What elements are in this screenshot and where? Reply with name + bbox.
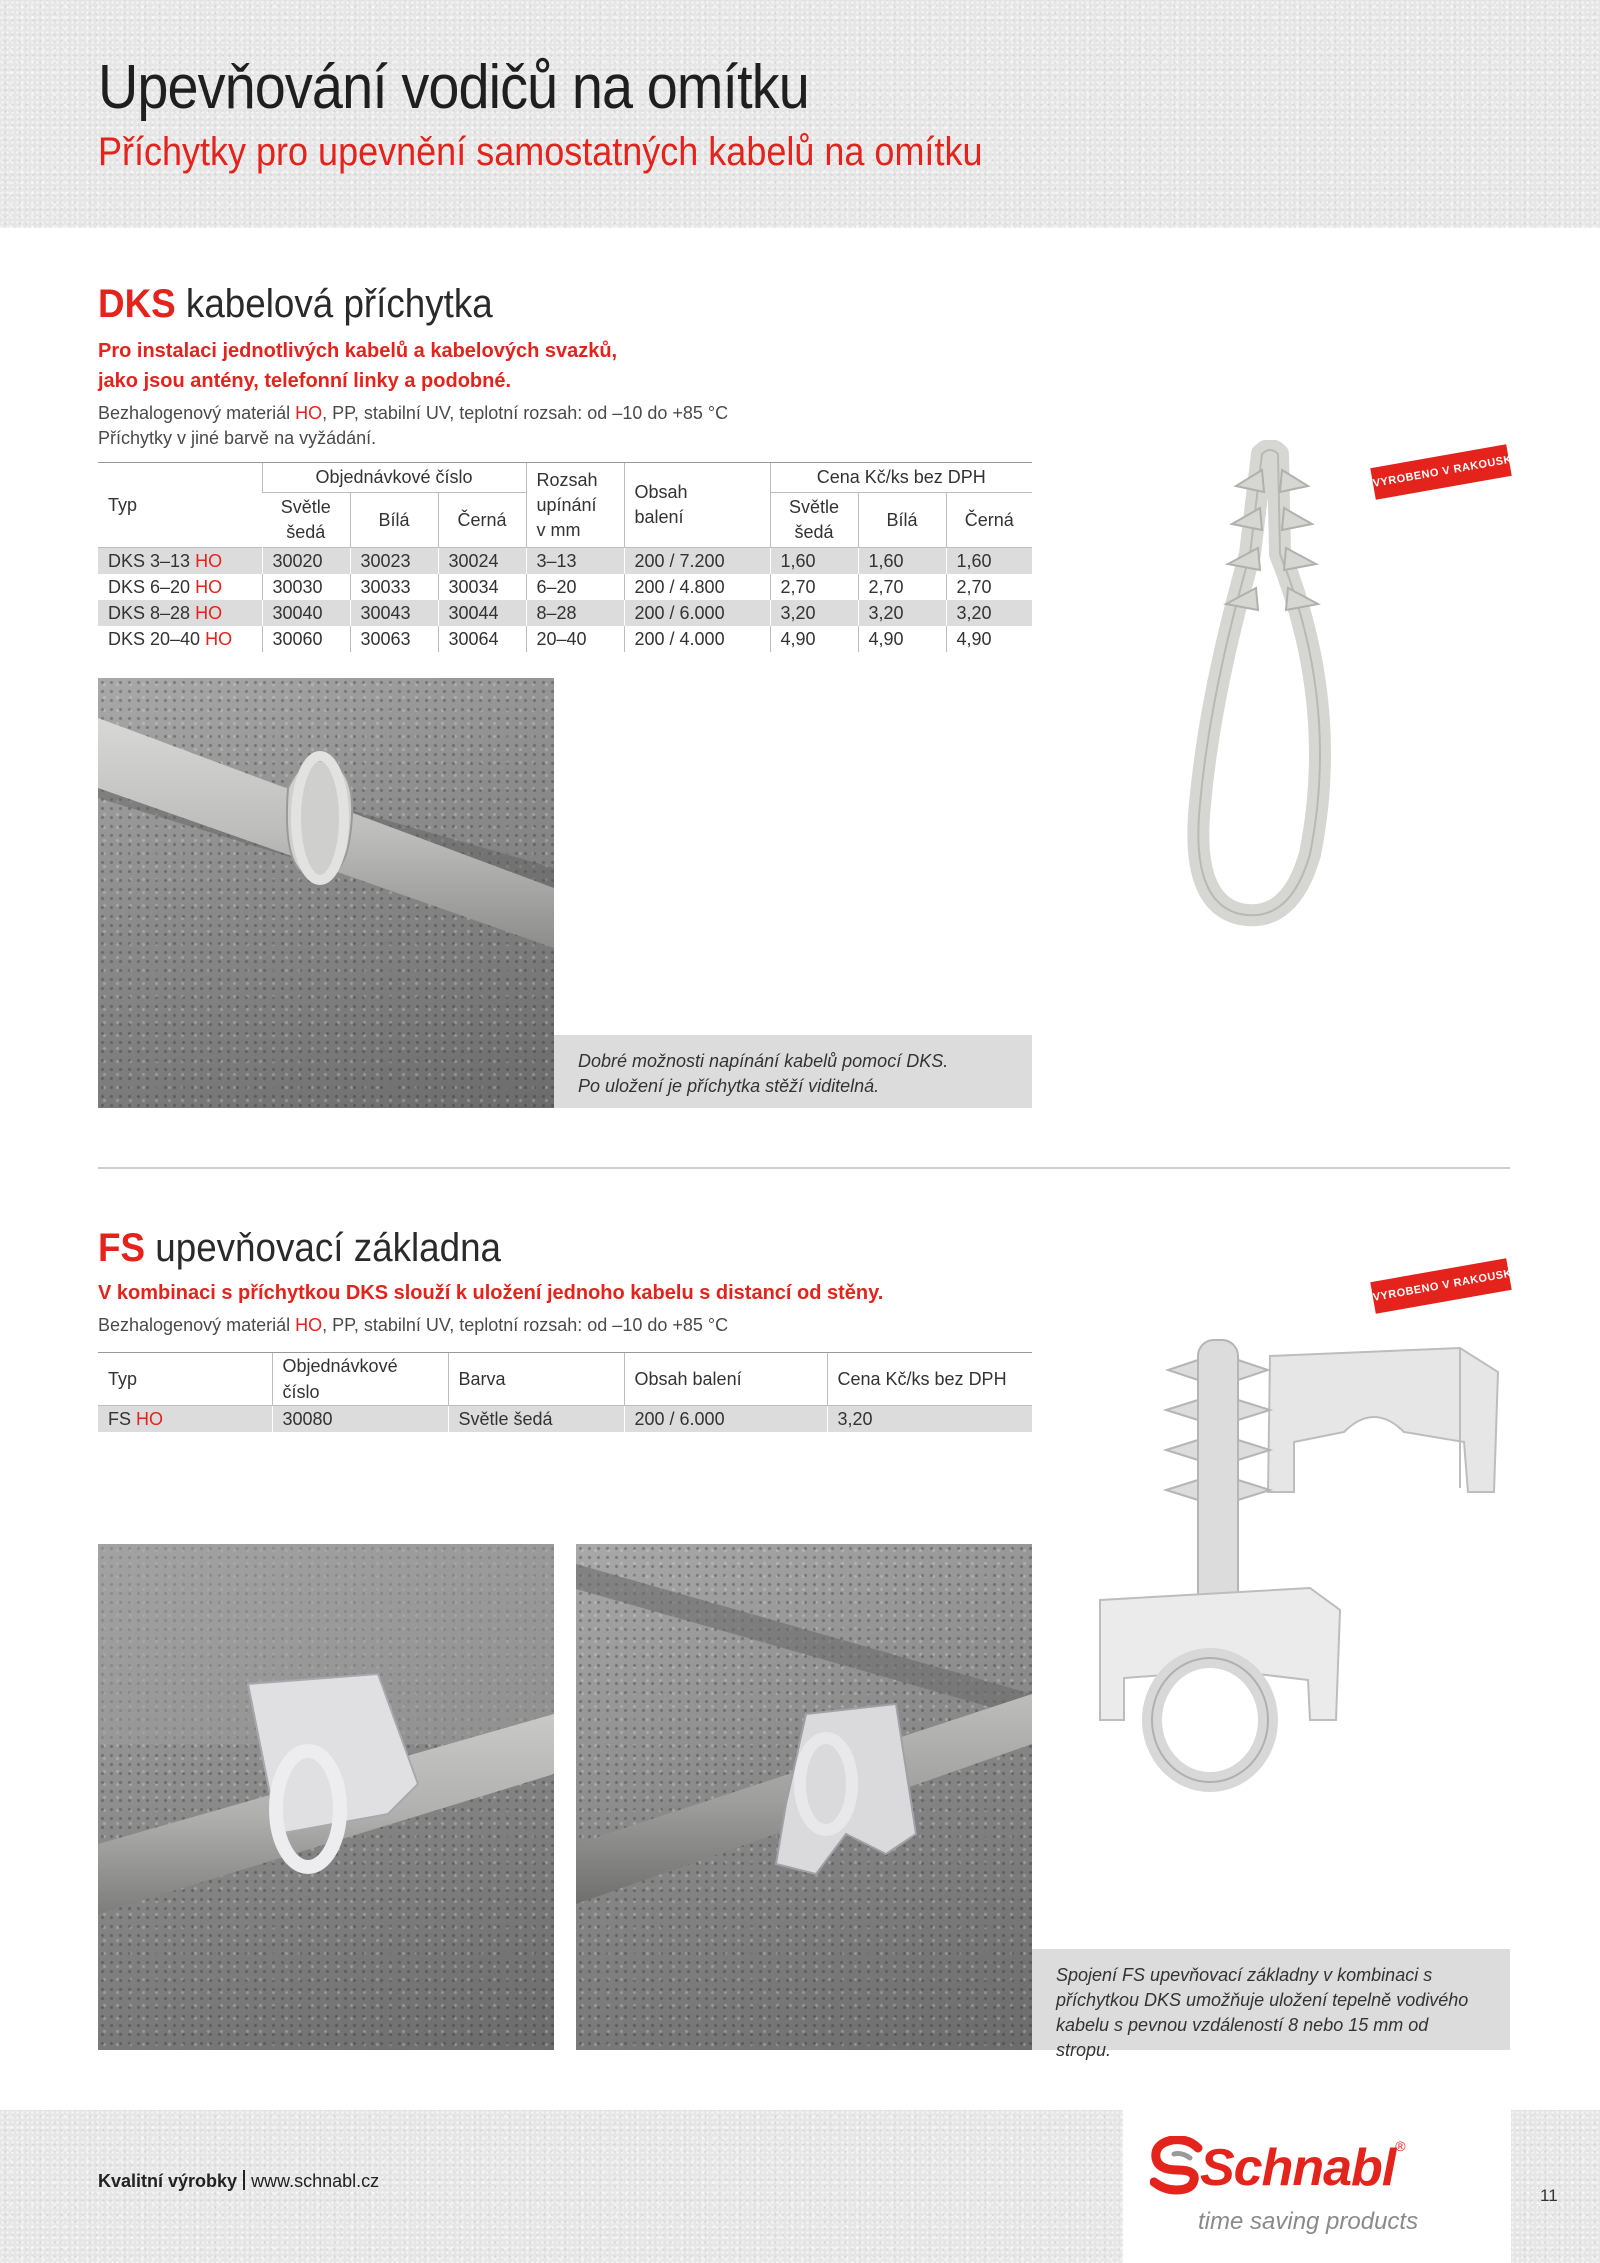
table-row: FS HO 30080 Světle šedá 200 / 6.000 3,20 — [98, 1406, 1032, 1433]
header-black: Černá — [438, 493, 526, 548]
dks-table — [98, 462, 1032, 652]
dks-code: DKS — [98, 282, 176, 326]
fs-code: FS — [98, 1226, 146, 1270]
fs-base-product-image — [1080, 1320, 1520, 1840]
caption-line: Spojení FS upevňovací základny v kombinaci s — [1056, 1965, 1433, 1985]
fs-header-order: Objednávkové číslo — [272, 1353, 448, 1406]
header-pack: Obsah balení — [624, 463, 770, 548]
page-title: Upevňování vodičů na omítku — [98, 53, 809, 122]
table-row: DKS 3–13 HO 30020 30023 30024 3–13 200 / 7.200 1,60 1,60 1,60 — [98, 548, 1032, 575]
header-price-black: Černá — [946, 493, 1032, 548]
header-price: Cena Kč/ks bez DPH — [770, 463, 1032, 493]
fs-section-title — [98, 1226, 501, 1271]
caption-line: kabelu s pevnou vzdáleností 8 nebo 15 mm od stropu. — [1056, 2015, 1429, 2060]
fs-table — [98, 1352, 1032, 1432]
fs-installed-photo-2 — [576, 1544, 1032, 2050]
made-in-austria-badge: VYROBENO V RAKOUSKU — [1370, 1258, 1511, 1313]
dks-installed-photo — [98, 678, 554, 1108]
fs-title-text: upevňovací základna — [145, 1226, 502, 1270]
table-row: DKS 8–28 HO 30040 30043 30044 8–28 200 / 6.000 3,20 3,20 3,20 — [98, 600, 1032, 626]
fs-header-price: Cena Kč/ks bez DPH — [827, 1353, 1032, 1406]
footer-quality: Kvalitní výrobky — [98, 2171, 238, 2191]
fs-header-pack: Obsah balení — [624, 1353, 827, 1406]
caption-line: příchytkou DKS umožňuje uložení tepelně vodivého — [1056, 1990, 1469, 2010]
dks-description — [98, 401, 728, 451]
header-order: Objednávkové číslo — [262, 463, 526, 493]
caption-line: Dobré možnosti napínání kabelů pomocí DKS. — [578, 1051, 949, 1071]
fs-lead: V kombinaci s příchytkou DKS slouží k uložení jednoho kabelu s distancí od stěny. — [98, 1282, 884, 1304]
table-row: DKS 6–20 HO 30030 30033 30034 6–20 200 / 4.800 2,70 2,70 2,70 — [98, 574, 1032, 600]
fs-installed-photo-1 — [98, 1544, 554, 2050]
fs-description: Bezhalogenový materiál HO, PP, stabilní UV, teplotní rozsah: od –10 do +85 °C — [98, 1315, 729, 1335]
fs-header-color: Barva — [448, 1353, 624, 1406]
header-range: Rozsah upínání v mm — [526, 463, 624, 548]
logo-tagline: time saving products — [1198, 2208, 1419, 2235]
dks-lead-line: Pro instalaci jednotlivých kabelů a kabelových svazků, — [98, 340, 618, 362]
dks-desc-line2: Příchytky v jiné barvě na vyžádání. — [98, 428, 377, 448]
header-price-light-grey: Světle šedá — [770, 493, 858, 548]
footer-url[interactable]: www.schnabl.cz — [251, 2171, 380, 2191]
page-subtitle: Příchytky pro upevnění samostatných kabelů na omítku — [98, 130, 983, 174]
fs-caption — [1032, 1949, 1510, 2060]
schnabl-logo: Schnabl® — [1200, 2138, 1405, 2197]
header-light-grey: Světle šedá — [280, 497, 331, 542]
dks-caption — [554, 1035, 1032, 1108]
table-row: DKS 20–40 HO 30060 30063 30064 20–40 200 / 4.000 4,90 4,90 4,90 — [98, 626, 1032, 652]
header-price-white: Bílá — [858, 493, 946, 548]
fs-header-typ: Typ — [98, 1353, 272, 1406]
header-typ: Typ — [98, 463, 262, 548]
dks-lead — [98, 336, 617, 396]
section-divider — [98, 1167, 1510, 1169]
made-in-austria-badge: VYROBENO V RAKOUSKU — [1370, 444, 1511, 499]
header-white: Bílá — [350, 493, 438, 548]
schnabl-logo-icon — [1150, 2136, 1206, 2198]
page-number: 11 — [1540, 2186, 1558, 2205]
dks-section-title — [98, 282, 493, 327]
footer-tagline — [98, 2170, 379, 2192]
caption-line: Po uložení je příchytka stěží viditelná. — [578, 1076, 880, 1096]
dks-clip-product-image — [1180, 440, 1380, 940]
footer-separator — [243, 2170, 245, 2190]
dks-lead-line: jako jsou antény, telefonní linky a podobné. — [98, 370, 512, 392]
dks-desc-line: Bezhalogenový materiál HO, PP, stabilní UV, teplotní rozsah: od –10 do +85 °C — [98, 403, 729, 423]
dks-title-text: kabelová příchytka — [175, 282, 493, 326]
